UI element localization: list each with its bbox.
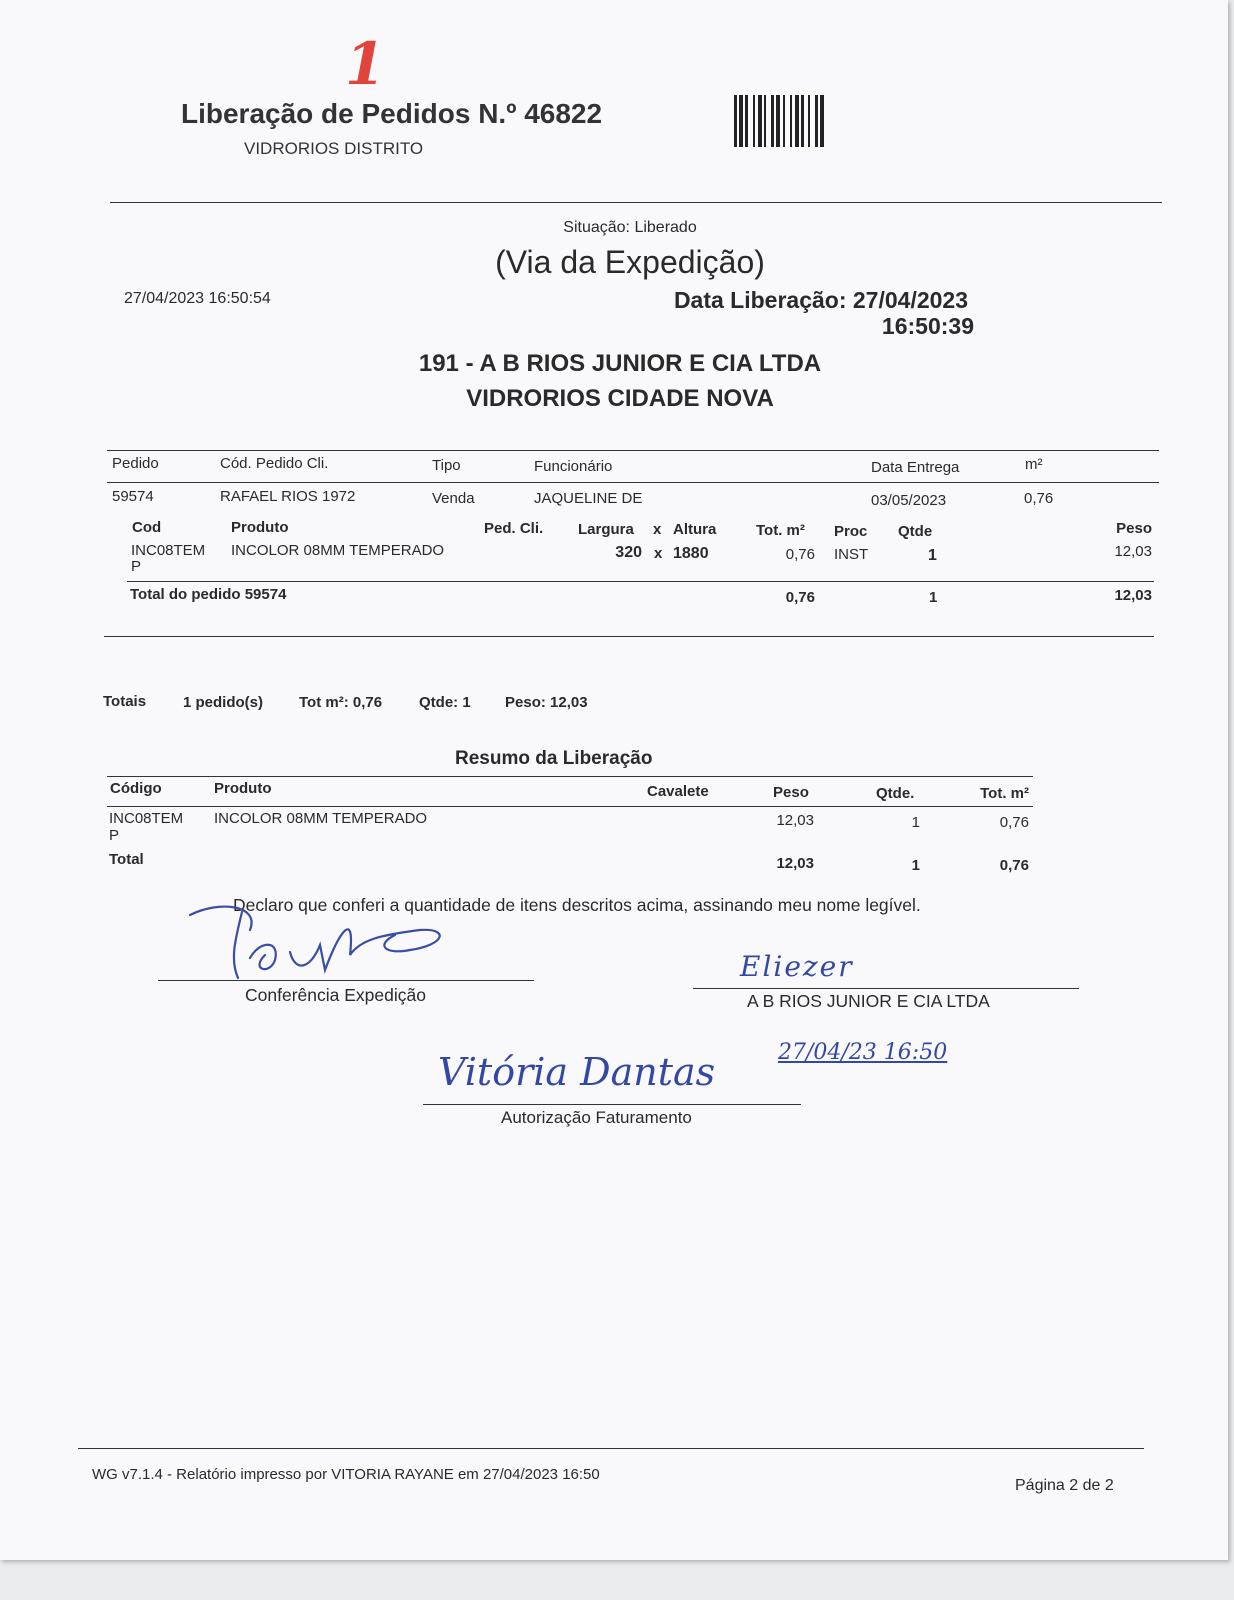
barcode-bar bbox=[739, 95, 743, 147]
item-col-tot-m2: Tot. m² bbox=[756, 522, 805, 539]
order-m2: 0,76 bbox=[1024, 490, 1054, 507]
signature-line-cliente bbox=[693, 988, 1079, 989]
resumo-peso: 12,03 bbox=[776, 812, 814, 829]
footer-report-info: WG v7.1.4 - Relatório impresso por VITORIA RAYANE em 27/04/2023 16:50 bbox=[92, 1466, 600, 1483]
header-divider bbox=[110, 202, 1162, 203]
order-cod-pedido-cli: RAFAEL RIOS 1972 bbox=[220, 488, 356, 505]
resumo-qtde: 1 bbox=[911, 814, 920, 831]
item-total-rule bbox=[127, 581, 1154, 582]
release-time: 16:50:39 bbox=[881, 313, 974, 339]
resumo-total-tot-m2: 0,76 bbox=[999, 857, 1029, 874]
print-timestamp: 27/04/2023 16:50:54 bbox=[124, 290, 271, 307]
order-total-m2: 0,76 bbox=[785, 589, 815, 606]
status-label: Situação: Liberado bbox=[563, 219, 697, 236]
client-name: 191 - A B RIOS JUNIOR E CIA LTDA bbox=[418, 350, 822, 377]
resumo-col-cavalete: Cavalete bbox=[647, 783, 709, 800]
barcode-bar bbox=[808, 95, 810, 147]
handwritten-date: 27/04/23 16:50 bbox=[778, 1040, 948, 1065]
item-produto: INCOLOR 08MM TEMPERADO bbox=[231, 542, 445, 559]
item-x: x bbox=[654, 545, 663, 562]
resumo-codigo-line2: P bbox=[109, 827, 120, 844]
order-total-peso: 12,03 bbox=[1114, 587, 1152, 604]
resumo-total-label: Total bbox=[109, 851, 144, 868]
item-cod-line2: P bbox=[131, 558, 142, 575]
signature-autorizacao-handwritten: Vitória Dantas bbox=[438, 1050, 716, 1094]
barcode-bar bbox=[790, 95, 792, 147]
totals-label: Totais bbox=[103, 693, 147, 710]
totals-peso: Peso: 12,03 bbox=[505, 694, 588, 711]
barcode-bar bbox=[753, 95, 755, 147]
resumo-title: Resumo da Liberação bbox=[455, 748, 653, 769]
item-col-produto: Produto bbox=[231, 519, 289, 536]
signature-cliente-handwritten: Eliezer bbox=[740, 950, 854, 983]
item-altura: 1880 bbox=[673, 545, 709, 562]
item-largura: 320 bbox=[615, 544, 642, 561]
barcode-bar bbox=[745, 95, 748, 147]
order-total-qtde: 1 bbox=[929, 589, 938, 606]
barcode-bar bbox=[771, 95, 774, 147]
resumo-header-rule bbox=[107, 806, 1033, 807]
order-table-top-rule bbox=[107, 450, 1159, 451]
resumo-col-peso: Peso bbox=[773, 784, 809, 801]
footer-page-number: Página 2 de 2 bbox=[1015, 1477, 1114, 1494]
col-pedido-header: Pedido bbox=[112, 455, 159, 472]
via-label: (Via da Expedição) bbox=[495, 244, 765, 280]
signature-line-autorizacao bbox=[423, 1104, 801, 1105]
signature-label-autorizacao: Autorização Faturamento bbox=[501, 1108, 692, 1127]
col-m2-header: m² bbox=[1025, 456, 1043, 473]
item-col-largura: Largura bbox=[578, 521, 634, 538]
signature-line-conferencia bbox=[158, 980, 534, 981]
order-funcionario: JAQUELINE DE bbox=[534, 490, 643, 507]
item-proc: INST bbox=[834, 546, 869, 563]
barcode-bar bbox=[758, 95, 762, 147]
resumo-produto: INCOLOR 08MM TEMPERADO bbox=[214, 810, 428, 827]
declaration-text: Declaro que conferi a quantidade de itens descritos acima, assinando meu nome legível. bbox=[233, 895, 921, 915]
resumo-col-codigo: Código bbox=[110, 780, 162, 797]
col-funcionario-header: Funcionário bbox=[534, 458, 613, 475]
item-tot-m2: 0,76 bbox=[785, 546, 815, 563]
barcode-bar bbox=[776, 95, 780, 147]
handwritten-mark: 1 bbox=[345, 30, 386, 98]
release-date: Data Liberação: 27/04/2023 bbox=[673, 287, 968, 313]
barcode bbox=[734, 95, 918, 147]
order-tipo: Venda bbox=[432, 490, 475, 507]
item-col-peso: Peso bbox=[1116, 520, 1152, 537]
totals-tot-m2: Tot m²: 0,76 bbox=[299, 694, 383, 711]
totals-qtde: Qtde: 1 bbox=[419, 694, 471, 711]
footer-rule bbox=[78, 1448, 1144, 1449]
order-section-bottom-rule bbox=[104, 636, 1154, 637]
item-col-cod: Cod bbox=[132, 519, 162, 536]
barcode-bar bbox=[783, 95, 785, 147]
signature-label-conferencia: Conferência Expedição bbox=[245, 985, 426, 1005]
resumo-col-tot-m2: Tot. m² bbox=[980, 785, 1029, 802]
order-data-entrega: 03/05/2023 bbox=[871, 492, 947, 509]
document-subtitle: VIDRORIOS DISTRITO bbox=[244, 139, 424, 158]
resumo-tot-m2: 0,76 bbox=[999, 814, 1029, 831]
barcode-bar bbox=[801, 95, 804, 147]
barcode-bar bbox=[764, 95, 766, 147]
item-col-qtde: Qtde bbox=[898, 523, 933, 540]
resumo-col-qtde: Qtde. bbox=[876, 785, 915, 802]
totals-pedidos: 1 pedido(s) bbox=[183, 694, 264, 711]
resumo-codigo-line1: INC08TEM bbox=[109, 810, 184, 827]
order-total-label: Total do pedido 59574 bbox=[130, 586, 287, 603]
col-data-entrega-header: Data Entrega bbox=[871, 459, 960, 476]
item-col-x: x bbox=[653, 521, 662, 538]
barcode-bar bbox=[734, 95, 737, 147]
resumo-top-rule bbox=[107, 776, 1033, 777]
item-peso: 12,03 bbox=[1114, 543, 1152, 560]
barcode-bar bbox=[815, 95, 818, 147]
signature-conferencia bbox=[180, 900, 480, 990]
item-cod-line1: INC08TEM bbox=[131, 542, 206, 559]
barcode-bar bbox=[795, 95, 799, 147]
resumo-total-peso: 12,03 bbox=[776, 855, 814, 872]
item-col-ped-cli: Ped. Cli. bbox=[484, 520, 544, 537]
resumo-total-qtde: 1 bbox=[911, 857, 920, 874]
order-table-header-rule bbox=[107, 482, 1159, 483]
order-pedido: 59574 bbox=[112, 488, 154, 505]
item-col-proc: Proc bbox=[834, 523, 868, 540]
document-title: Liberação de Pedidos N.º 46822 bbox=[181, 98, 603, 129]
signature-label-cliente: A B RIOS JUNIOR E CIA LTDA bbox=[747, 991, 990, 1011]
client-branch: VIDRORIOS CIDADE NOVA bbox=[466, 385, 774, 412]
barcode-bar bbox=[820, 95, 824, 147]
item-qtde: 1 bbox=[928, 547, 937, 564]
col-tipo-header: Tipo bbox=[432, 457, 461, 474]
col-cod-pedido-cli-header: Cód. Pedido Cli. bbox=[220, 455, 329, 472]
item-col-altura: Altura bbox=[673, 521, 717, 538]
resumo-col-produto: Produto bbox=[214, 780, 272, 797]
